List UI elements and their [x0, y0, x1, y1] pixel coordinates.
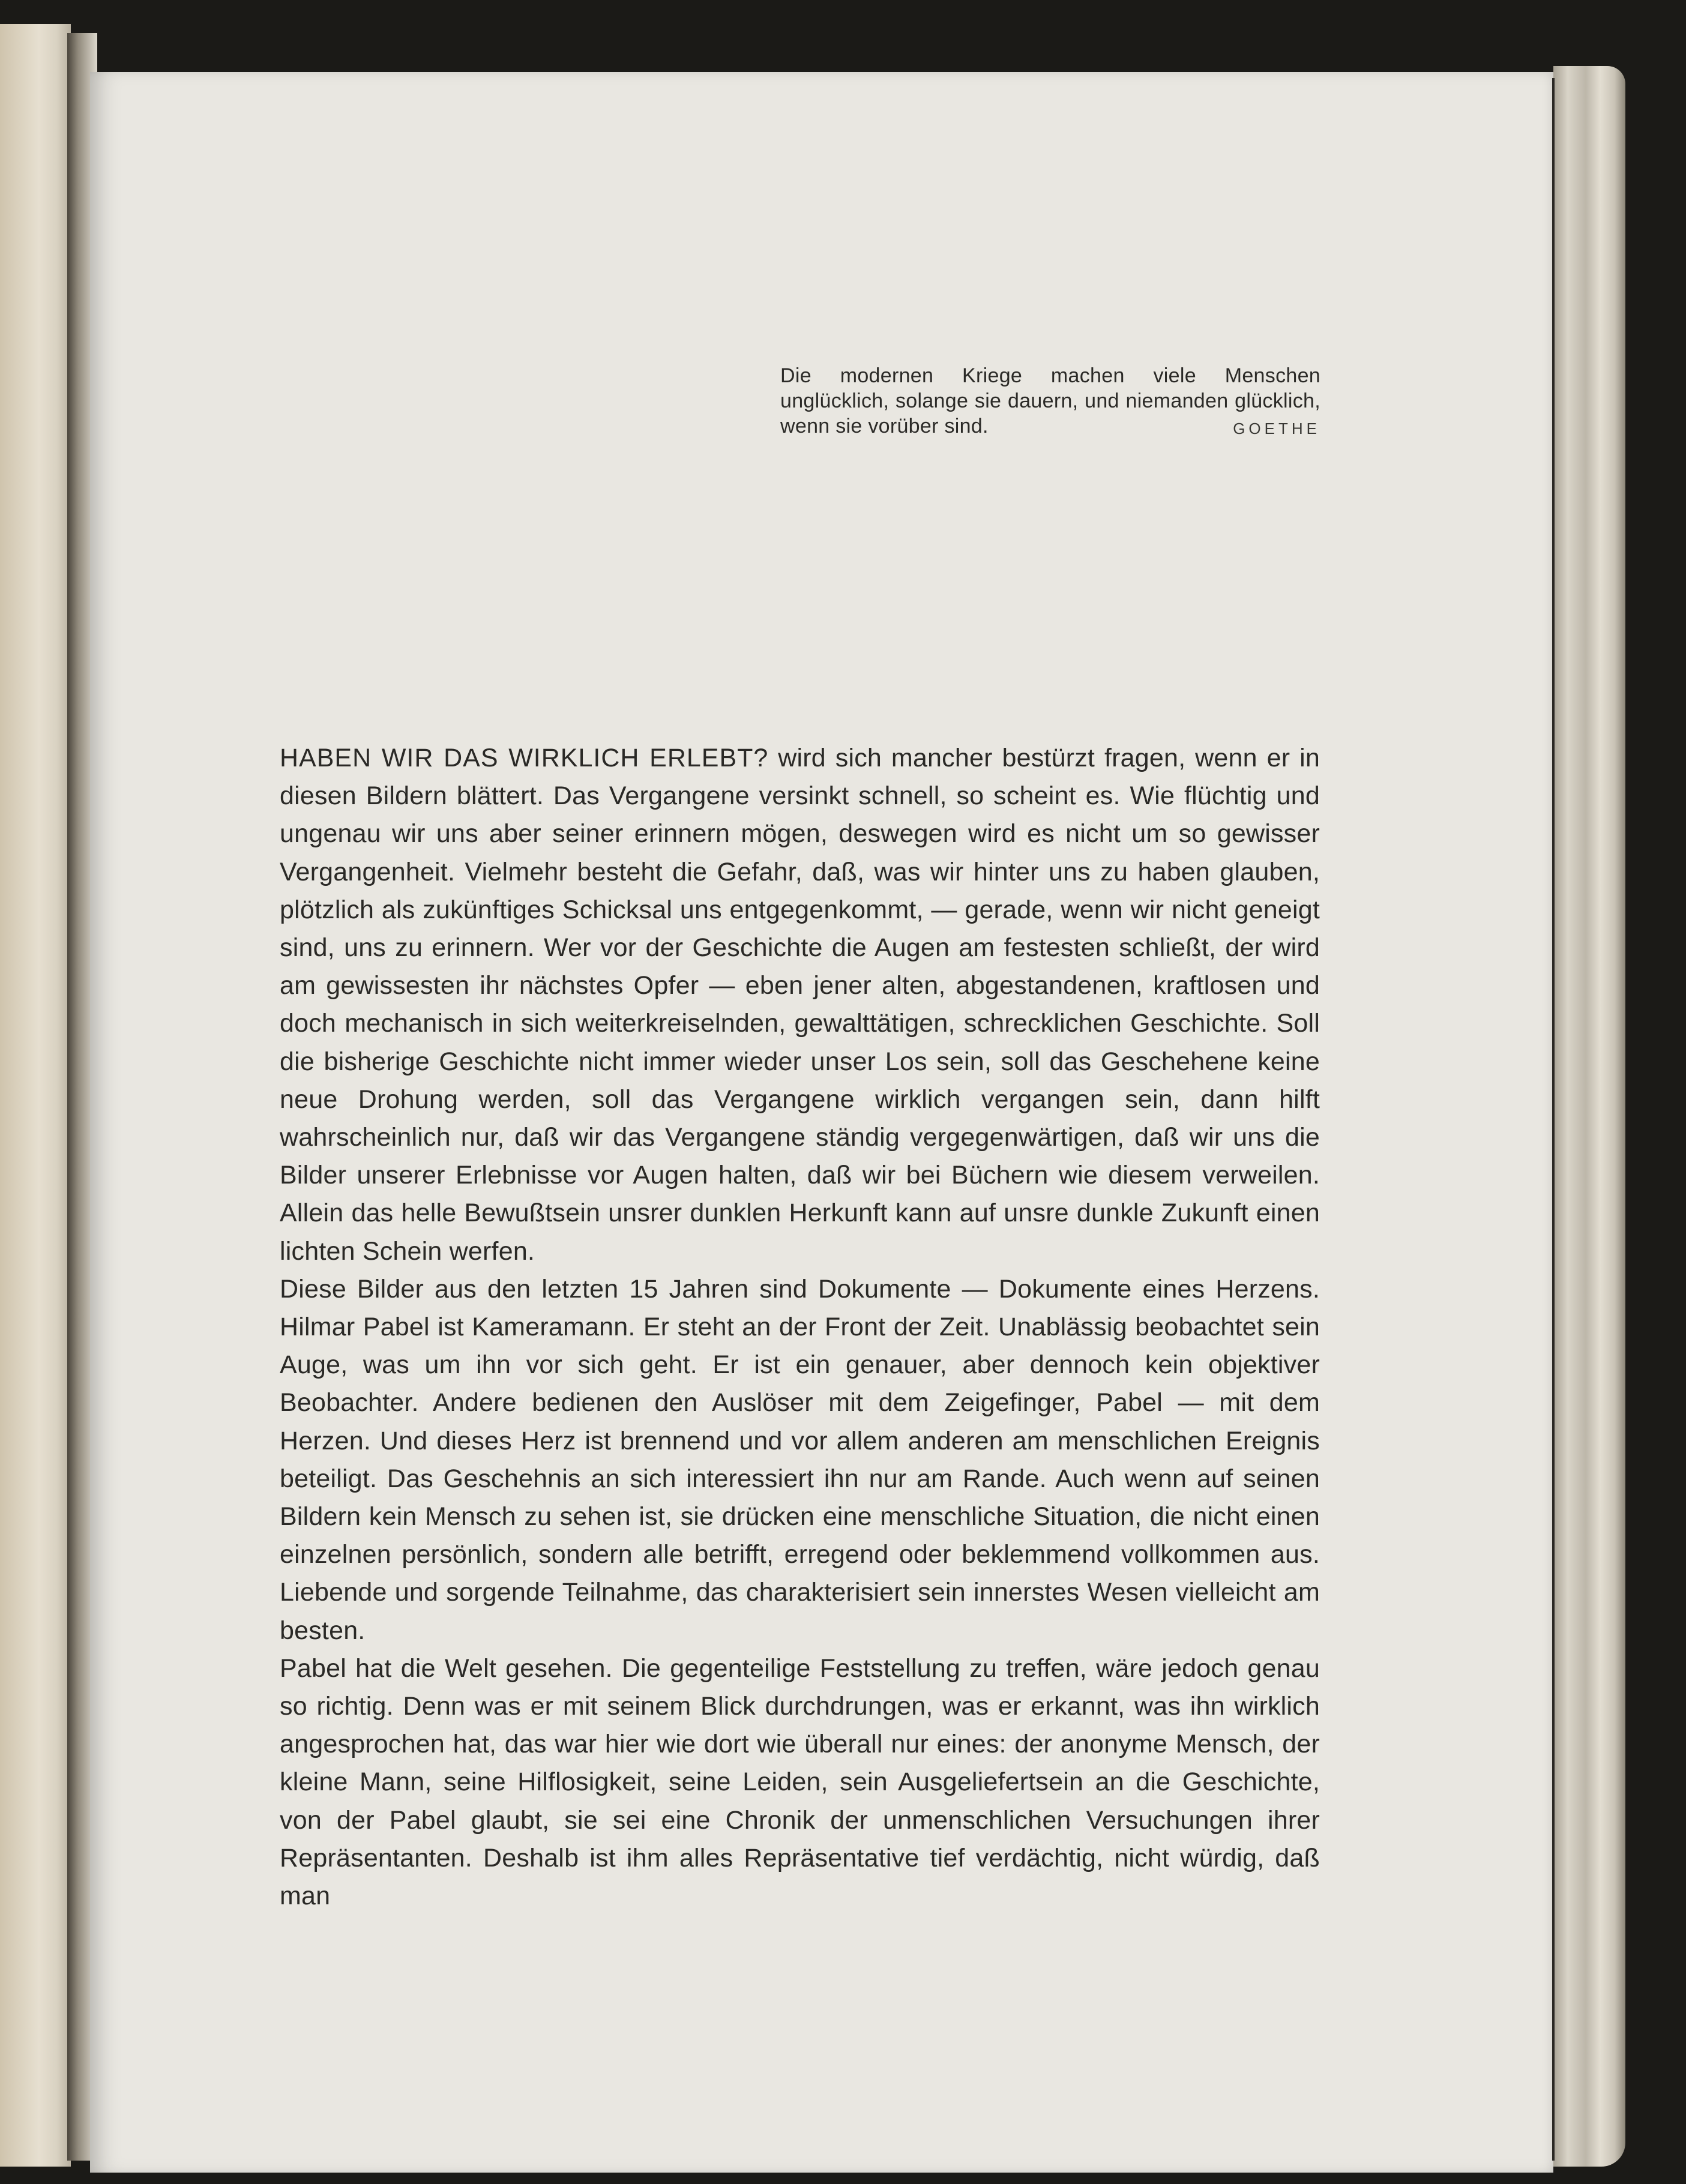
body-text: [280, 739, 1320, 1915]
opening-phrase: HABEN WIR DAS WIRKLICH ERLEBT?: [280, 744, 769, 772]
epigraph-author: GOETHE: [1233, 420, 1320, 438]
epigraph-quote: Die modernen Kriege machen viele Menschen unglücklich, solange sie dauern, und niemanden glücklich, wenn sie vorüber sind.: [780, 364, 1320, 438]
page-edge-line: [1552, 78, 1555, 2161]
paragraph-2: Diese Bilder aus den letzten 15 Jahren sind Dokumente — Dokumente eines Herzens. Hilmar Pabel ist Kameramann. Er steht an der Front der Zeit. Unablässig beobachtet sein Auge, was um ihn vor sich geht. Er ist ein genauer, aber dennoch kein objektiver Beobachter. Andere bedienen den Auslöser mit dem Zeigefinger, Pabel — mit dem Herzen. Und dieses Herz ist brennend und vor allem anderen am menschlichen Ereignis beteiligt. Das Geschehnis an sich interessiert ihn nur am Rande. Auch wenn auf seinen Bildern kein Mensch zu sehen ist, sie drücken eine menschliche Situation, die nicht einen einzelnen persönlich, sondern alle betrifft, erregend oder beklemmend vollkommen aus. Liebende und sorgende Teilnahme, das charakterisiert sein innerstes Wesen vielleicht am besten.: [280, 1274, 1320, 1645]
left-page-edge: [0, 24, 71, 2167]
paragraph-1-text: wird sich mancher bestürzt fragen, wenn er in diesen Bildern blättert. Das Vergangene versinkt schnell, so scheint es. Wie flüchtig und ungenau wir uns aber seiner erinnern mögen, deswegen wird es nicht um so gewisser Vergangenheit. Vielmehr besteht die Gefahr, daß, was wir hinter uns zu haben glauben, plötzlich als zukünftiges Schicksal uns entgegenkommt, — gerade, wenn wir nicht geneigt sind, uns zu erinnern. Wer vor der Geschichte die Augen am festesten schließt, der wird am gewissesten ihr nächstes Opfer — eben jener alten, abgestandenen, kraftlosen und doch mechanisch in sich weiterkreiselnden, gewalttätigen, schrecklichen Geschichte. Soll die bisherige Geschichte nicht immer wieder unser Los sein, soll das Geschehene keine neue Drohung werden, soll das Vergangene wirklich vergangen sein, dann hilft wahrscheinlich nur, daß wir das Vergangene ständig vergegenwärtigen, daß wir uns die Bilder unserer Erlebnisse vor Augen halten, daß wir bei Büchern wie diesem verweilen. Allein das helle Bewußtsein unsrer dunklen Herkunft kann auf unsre dunkle Zukunft einen lichten Schein werfen.: [280, 744, 1320, 1266]
book-block-edge: [1553, 66, 1625, 2167]
epigraph: [780, 363, 1320, 441]
paragraph-3: Pabel hat die Welt gesehen. Die gegenteilige Feststellung zu treffen, wäre jedoch genau so richtig. Denn was er mit seinem Blick durchdrungen, was er erkannt, was ihn wirklich angesprochen hat, das war hier wie dort wie überall nur eines: der anonyme Mensch, der kleine Mann, seine Hilflosigkeit, seine Leiden, sein Ausgeliefertsein an die Geschichte, von der Pabel glaubt, sie sei eine Chronik der unmenschlichen Versuchungen ihrer Repräsentanten. Deshalb ist ihm alles Repräsentative tief verdächtig, nicht würdig, daß man: [280, 1653, 1320, 1911]
paragraph-1: [280, 739, 1320, 1271]
